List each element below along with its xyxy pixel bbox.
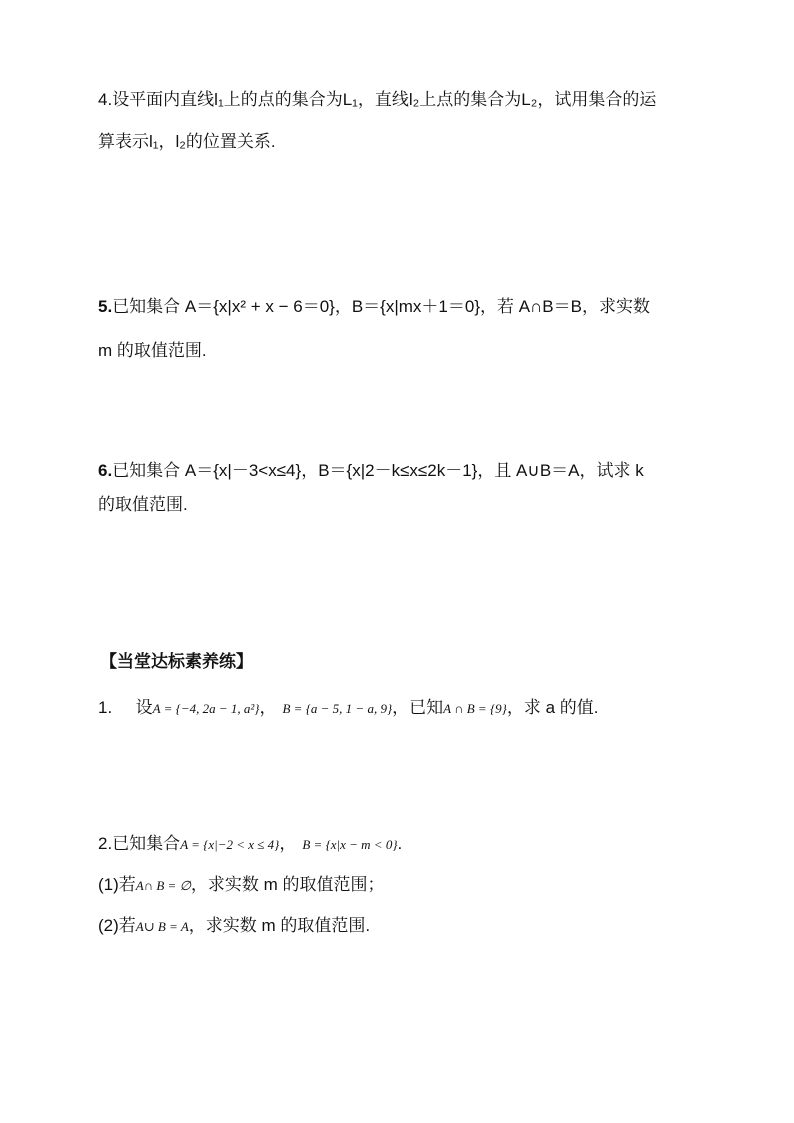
e1-set-a: A = {−4, 2a − 1, a²}: [152, 701, 260, 716]
e2-set-a: A = {x|−2 < x ≤ 4}: [180, 837, 280, 852]
q4-line2: [98, 131, 276, 153]
e1-text-mid: ，已知: [392, 698, 444, 717]
e1-text-post: ，求 a 的值.: [506, 698, 599, 717]
q5-number: 5.: [98, 297, 113, 316]
q6-text-line1: 已知集合 A＝{x|－3<x≤4}，B＝{x|2－k≤x≤2k－1}，且 A∪B＝A，试求 k: [112, 461, 644, 480]
e1-comma: ，: [259, 698, 277, 717]
e2-set-b: B = {x|x − m < 0}: [302, 837, 398, 852]
e2-part2: [98, 915, 370, 938]
q6-line2: [98, 494, 188, 516]
e2-p1-condition: A∩ B = ∅: [135, 878, 191, 893]
e2-part1: [98, 874, 385, 897]
q5-line2: [98, 340, 207, 362]
e2-end: .: [397, 834, 403, 853]
q5-line1: [98, 296, 650, 318]
q6-number: 6.: [98, 461, 113, 480]
e2-comma: ，: [279, 834, 297, 853]
q4-number: 4.: [98, 90, 113, 109]
q4-text-line1: 设平面内直线l₁上的点的集合为L₁，直线l₂上点的集合为L₂，试用集合的运: [112, 90, 657, 109]
q6-line1: [98, 460, 644, 482]
e2-p1-label: (1)若: [98, 875, 136, 894]
q5-text-line1: 已知集合 A＝{x|x² + x − 6＝0}，B＝{x|mx＋1＝0}，若 A∩B＝B，求实数: [112, 297, 650, 316]
q4-text-line2: 算表示l₁，l₂的位置关系.: [98, 132, 276, 151]
e2-p2-text: ，求实数 m 的取值范围.: [188, 916, 371, 935]
e2-number: 2.: [98, 834, 113, 853]
e2-line1: [98, 833, 402, 856]
section-title: 【当堂达标素养练】: [100, 652, 253, 671]
q5-text-line2: m 的取值范围.: [98, 341, 207, 360]
e2-p2-condition: A∪ B = A: [135, 919, 189, 934]
q6-text-line2: 的取值范围.: [98, 495, 188, 514]
e1-set-b: B = {a − 5, 1 − a, 9}: [282, 701, 393, 716]
e1-line: [98, 697, 598, 720]
e2-intro: 已知集合: [112, 834, 181, 853]
q4-line1: [98, 89, 656, 111]
e2-p1-text: ，求实数 m 的取值范围；: [190, 875, 385, 894]
e1-condition: A ∩ B = {9}: [443, 701, 507, 716]
e1-text-pre: 设: [135, 698, 153, 717]
e2-p2-label: (2)若: [98, 916, 136, 935]
e1-number: 1.: [98, 698, 113, 717]
